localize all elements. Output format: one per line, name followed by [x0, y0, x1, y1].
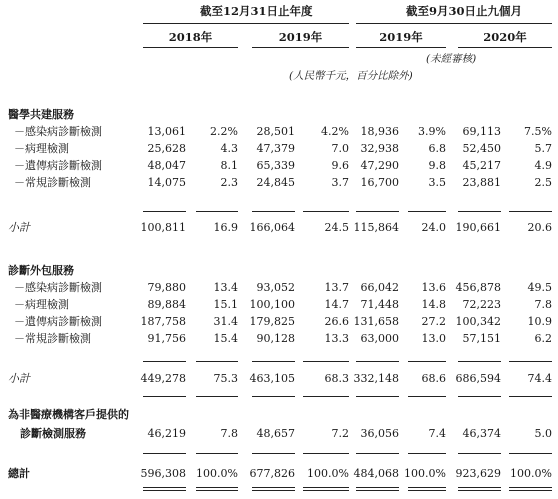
- subtotal-cell: 16.9: [213, 221, 238, 234]
- year-rule-2018: [143, 47, 238, 48]
- subtotal-rule: [509, 453, 552, 454]
- subtotal-rule: [458, 453, 501, 454]
- subtotal-rule: [143, 361, 186, 362]
- row-cell: 6.8: [428, 142, 446, 155]
- row-cell: 49.5: [527, 281, 552, 294]
- header-group-annual-rule: [143, 23, 349, 24]
- subtotal-cell: 100,811: [140, 221, 186, 234]
- row-cell: 13.3: [324, 332, 349, 345]
- non-medical-cell: 48,657: [256, 427, 295, 440]
- row-cell: 7.5%: [524, 125, 552, 138]
- row-cell: 9.6: [331, 159, 349, 172]
- subtotal-cell: 190,661: [455, 221, 501, 234]
- row-cell: 16,700: [360, 176, 399, 189]
- unaudited-note: (未經審核): [426, 53, 477, 65]
- row-label: －病理檢測: [14, 298, 69, 311]
- row-cell: 24,845: [256, 176, 295, 189]
- row-cell: 69,113: [462, 125, 501, 138]
- row-cell: 32,938: [360, 142, 399, 155]
- row-cell: 27.2: [421, 315, 446, 328]
- row-cell: 187,758: [140, 315, 186, 328]
- row-cell: 15.4: [213, 332, 238, 345]
- total-cell: 484,068: [353, 467, 399, 480]
- header-year-2020-nine: 2020年: [483, 30, 527, 44]
- row-cell: 15.1: [213, 298, 238, 311]
- row-cell: 13.6: [421, 281, 446, 294]
- row-cell: 13,061: [147, 125, 186, 138]
- row-cell: 131,658: [353, 315, 399, 328]
- row-cell: 100,100: [249, 298, 295, 311]
- row-cell: 9.8: [428, 159, 446, 172]
- subtotal-rule: [252, 396, 295, 397]
- subtotal-rule: [356, 396, 399, 397]
- total-double-rule-4: [458, 487, 501, 491]
- row-cell: 63,000: [360, 332, 399, 345]
- row-cell: 48,047: [147, 159, 186, 172]
- subtotal-rule: [509, 396, 552, 397]
- total-cell: 100.0%: [196, 467, 238, 480]
- subtotal-rule: [252, 361, 295, 362]
- year-rule-2019-annual: [252, 47, 349, 48]
- section-title: 診斷外包服務: [8, 264, 74, 277]
- subtotal-rule: [303, 453, 349, 454]
- row-cell: 66,042: [360, 281, 399, 294]
- row-cell: 10.9: [527, 315, 552, 328]
- row-cell: 14.7: [324, 298, 349, 311]
- row-cell: 4.9: [534, 159, 552, 172]
- row-cell: 45,217: [462, 159, 501, 172]
- header-year-2019-annual: 2019年: [278, 30, 323, 44]
- row-cell: 14,075: [147, 176, 186, 189]
- header-year-2019-nine: 2019年: [379, 30, 423, 44]
- non-medical-cell: 7.4: [428, 427, 446, 440]
- subtotal-cell: 20.6: [527, 221, 552, 234]
- row-label: －感染病診斷檢測: [14, 125, 102, 138]
- row-cell: 79,880: [147, 281, 186, 294]
- subtotal-rule: [196, 361, 238, 362]
- row-cell: 8.1: [220, 159, 238, 172]
- row-cell: 7.0: [331, 142, 349, 155]
- subtotal-cell: 332,148: [353, 372, 399, 385]
- subtotal-cell: 68.6: [421, 372, 446, 385]
- subtotal-cell: 463,105: [249, 372, 295, 385]
- row-cell: 65,339: [256, 159, 295, 172]
- header-group-nine-months: 截至9月30日止九個月: [406, 4, 523, 18]
- total-cell: 596,308: [140, 467, 186, 480]
- row-label: －感染病診斷檢測: [14, 281, 102, 294]
- units-note: (人民幣千元，百分比除外): [289, 70, 413, 82]
- subtotal-label: 小計: [8, 372, 30, 385]
- subtotal-rule: [196, 211, 238, 212]
- subtotal-rule: [458, 211, 501, 212]
- row-cell: 47,379: [256, 142, 295, 155]
- subtotal-rule: [303, 361, 349, 362]
- subtotal-rule: [196, 396, 238, 397]
- row-cell: 18,936: [360, 125, 399, 138]
- total-label: 總計: [8, 467, 30, 480]
- row-cell: 5.7: [534, 142, 552, 155]
- subtotal-rule: [356, 453, 399, 454]
- subtotal-rule: [458, 361, 501, 362]
- row-cell: 13.0: [421, 332, 446, 345]
- row-cell: 72,223: [462, 298, 501, 311]
- subtotal-cell: 24.0: [421, 221, 446, 234]
- header-year-2018: 2018年: [168, 30, 213, 44]
- row-cell: 2.3: [220, 176, 238, 189]
- row-label: －常規診斷檢測: [14, 332, 91, 345]
- subtotal-cell: 74.4: [527, 372, 552, 385]
- subtotal-rule: [408, 453, 446, 454]
- row-cell: 7.8: [534, 298, 552, 311]
- row-cell: 26.6: [324, 315, 349, 328]
- subtotal-rule: [143, 211, 186, 212]
- subtotal-rule: [458, 396, 501, 397]
- row-label: －遺傳病診斷檢測: [14, 159, 102, 172]
- row-cell: 52,450: [462, 142, 501, 155]
- subtotal-rule: [408, 396, 446, 397]
- subtotal-cell: 68.3: [324, 372, 349, 385]
- non-medical-label-line1: 為非醫療機構客戶提供的: [8, 408, 129, 421]
- header-group-nine-months-rule: [356, 23, 552, 24]
- total-cell: 923,629: [455, 467, 501, 480]
- subtotal-cell: 166,064: [249, 221, 295, 234]
- subtotal-rule: [356, 211, 399, 212]
- total-double-rule-1: [143, 487, 186, 491]
- total-double-rule-pct-1: [196, 487, 238, 491]
- non-medical-cell: 5.0: [534, 427, 552, 440]
- non-medical-label-line2: 診斷檢測服務: [20, 427, 86, 440]
- subtotal-rule: [196, 453, 238, 454]
- row-cell: 6.2: [534, 332, 552, 345]
- row-cell: 23,881: [462, 176, 501, 189]
- year-rule-2019-nine: [356, 47, 446, 48]
- row-cell: 28,501: [256, 125, 295, 138]
- row-label: －遺傳病診斷檢測: [14, 315, 102, 328]
- non-medical-cell: 46,219: [147, 427, 186, 440]
- total-cell: 100.0%: [307, 467, 349, 480]
- subtotal-rule: [252, 211, 295, 212]
- row-cell: 4.2%: [321, 125, 349, 138]
- row-cell: 71,448: [360, 298, 399, 311]
- row-label: －病理檢測: [14, 142, 69, 155]
- subtotal-rule: [356, 361, 399, 362]
- row-cell: 31.4: [213, 315, 238, 328]
- row-cell: 2.2%: [210, 125, 238, 138]
- subtotal-cell: 686,594: [455, 372, 501, 385]
- total-cell: 677,826: [249, 467, 295, 480]
- subtotal-rule: [303, 211, 349, 212]
- subtotal-cell: 115,864: [353, 221, 399, 234]
- non-medical-cell: 46,374: [462, 427, 501, 440]
- total-cell: 100.0%: [404, 467, 446, 480]
- subtotal-rule: [143, 453, 186, 454]
- subtotal-cell: 75.3: [213, 372, 238, 385]
- non-medical-cell: 7.2: [331, 427, 349, 440]
- section-title: 醫學共建服務: [8, 108, 74, 121]
- total-double-rule-3: [356, 487, 399, 491]
- total-double-rule-2: [252, 487, 295, 491]
- subtotal-cell: 24.5: [324, 221, 349, 234]
- row-cell: 100,342: [455, 315, 501, 328]
- row-cell: 25,628: [147, 142, 186, 155]
- row-cell: 93,052: [256, 281, 295, 294]
- row-cell: 3.7: [331, 176, 349, 189]
- row-cell: 3.9%: [418, 125, 446, 138]
- row-cell: 13.7: [324, 281, 349, 294]
- row-cell: 13.4: [213, 281, 238, 294]
- row-cell: 57,151: [462, 332, 501, 345]
- row-cell: 89,884: [147, 298, 186, 311]
- row-cell: 2.5: [534, 176, 552, 189]
- subtotal-rule: [408, 361, 446, 362]
- row-cell: 3.5: [428, 176, 446, 189]
- row-cell: 91,756: [147, 332, 186, 345]
- row-cell: 456,878: [455, 281, 501, 294]
- header-group-annual: 截至12月31日止年度: [200, 4, 313, 18]
- subtotal-rule: [252, 453, 295, 454]
- row-label: －常規診斷檢測: [14, 176, 91, 189]
- subtotal-label: 小計: [8, 221, 30, 234]
- subtotal-rule: [303, 396, 349, 397]
- year-rule-2020-nine: [458, 47, 552, 48]
- row-cell: 90,128: [256, 332, 295, 345]
- subtotal-rule: [509, 361, 552, 362]
- row-cell: 47,290: [360, 159, 399, 172]
- total-double-rule-pct-3: [408, 487, 446, 491]
- row-cell: 4.3: [220, 142, 238, 155]
- subtotal-rule: [143, 396, 186, 397]
- non-medical-cell: 7.8: [220, 427, 238, 440]
- subtotal-cell: 449,278: [140, 372, 186, 385]
- subtotal-rule: [408, 211, 446, 212]
- total-double-rule-pct-4: [509, 487, 552, 491]
- subtotal-rule: [509, 211, 552, 212]
- row-cell: 14.8: [421, 298, 446, 311]
- total-cell: 100.0%: [510, 467, 552, 480]
- total-double-rule-pct-2: [303, 487, 349, 491]
- row-cell: 179,825: [249, 315, 295, 328]
- non-medical-cell: 36,056: [360, 427, 399, 440]
